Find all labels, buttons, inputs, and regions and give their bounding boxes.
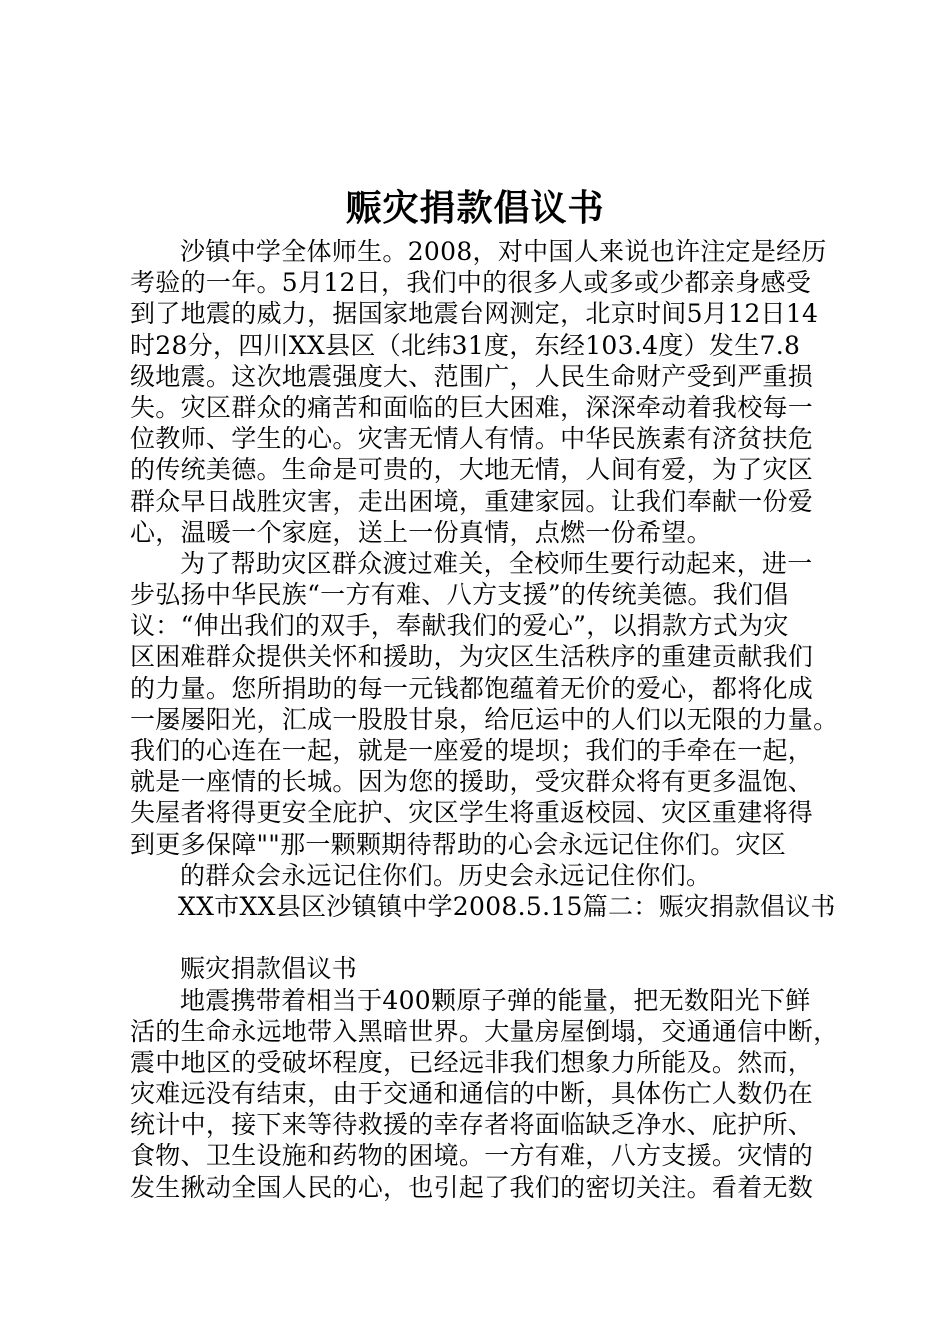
document-title: 赈灾捐款倡议书 bbox=[345, 187, 605, 229]
blank-line bbox=[130, 922, 840, 953]
text-line: 心，温暖一个家庭，送上一份真情，点燃一份希望。 bbox=[130, 517, 712, 547]
text-line: 地震携带着相当于400颗原子弹的能量，把无数阳光下鲜 bbox=[180, 985, 811, 1015]
text-line: 步弘扬中华民族“一方有难、八方支援”的传统美德。我们倡 bbox=[130, 580, 789, 610]
section-heading: 赈灾捐款倡议书 bbox=[180, 954, 358, 984]
text-line: 议：“伸出我们的双手，奉献我们的爱心”，以捐款方式为灾 bbox=[130, 611, 789, 641]
text-line: 的传统美德。生命是可贵的，大地无情，人间有爱，为了灾区 bbox=[130, 455, 814, 485]
text-line: 为了帮助灾区群众渡过难关，全校师生要行动起来，进一 bbox=[180, 548, 813, 578]
text-line: 区困难群众提供关怀和援助，为灾区生活秩序的重建贡献我们 bbox=[130, 642, 814, 672]
text-line: 到更多保障""那一颗颗期待帮助的心会永远记住你们。灾区 bbox=[130, 829, 787, 859]
text-line: 我们的心连在一起，就是一座爱的堤坝；我们的手牵在一起， bbox=[130, 736, 814, 765]
signature-line: XX市XX县区沙镇镇中学2008.5.15篇二：赈灾捐款倡议书 bbox=[178, 891, 836, 921]
text-line: 食物、卫生设施和药物的困境。一方有难，八方支援。灾情的 bbox=[130, 1141, 814, 1171]
text-line: 就是一座情的长城。因为您的援助，受灾群众将有更多温饱、 bbox=[130, 767, 814, 797]
text-line: 活的生命永远地带入黑暗世界。大量房屋倒塌，交通通信中断， bbox=[130, 1016, 839, 1046]
text-line: 一屡屡阳光，汇成一股股甘泉，给厄运中的人们以无限的力量。 bbox=[130, 704, 839, 734]
document-body bbox=[130, 236, 840, 1203]
text-line: 灾难远没有结束，由于交通和通信的中断，具体伤亡人数仍在 bbox=[130, 1079, 814, 1109]
text-line: 统计中，接下来等待救援的幸存者将面临缺乏净水、庇护所、 bbox=[130, 1110, 814, 1140]
text-line: 群众早日战胜灾害，走出困境，重建家园。让我们奉献一份爱 bbox=[130, 486, 814, 516]
text-line: 考验的一年。5月12日，我们中的很多人或多或少都亲身感受 bbox=[130, 268, 812, 298]
text-line: 震中地区的受破坏程度，已经远非我们想象力所能及。然而， bbox=[130, 1047, 814, 1077]
text-line: 级地震。这次地震强度大、范围广，人民生命财产受到严重损 bbox=[130, 361, 814, 391]
text-line: 沙镇中学全体师生。2008，对中国人来说也许注定是经历 bbox=[180, 237, 827, 266]
text-line: 时28分，四川XX县区（北纬31度，东经103.4度）发生7.8 bbox=[130, 330, 801, 360]
text-line: 的群众会永远记住你们。历史会永远记住你们。 bbox=[180, 860, 712, 890]
text-line: 的力量。您所捐助的每一元钱都饱蕴着无价的爱心，都将化成 bbox=[130, 673, 814, 703]
text-line: 到了地震的威力，据国家地震台网测定，北京时间5月12日14 bbox=[130, 299, 819, 329]
text-line: 失屋者将得更安全庇护、灾区学生将重返校园、灾区重建将得 bbox=[130, 798, 814, 828]
text-line: 发生揪动全国人民的心，也引起了我们的密切关注。看着无数 bbox=[130, 1172, 814, 1202]
text-line: 位教师、学生的心。灾害无情人有情。中华民族素有济贫扶危 bbox=[130, 424, 814, 454]
text-line: 失。灾区群众的痛苦和面临的巨大困难，深深牵动着我校每一 bbox=[130, 392, 814, 422]
